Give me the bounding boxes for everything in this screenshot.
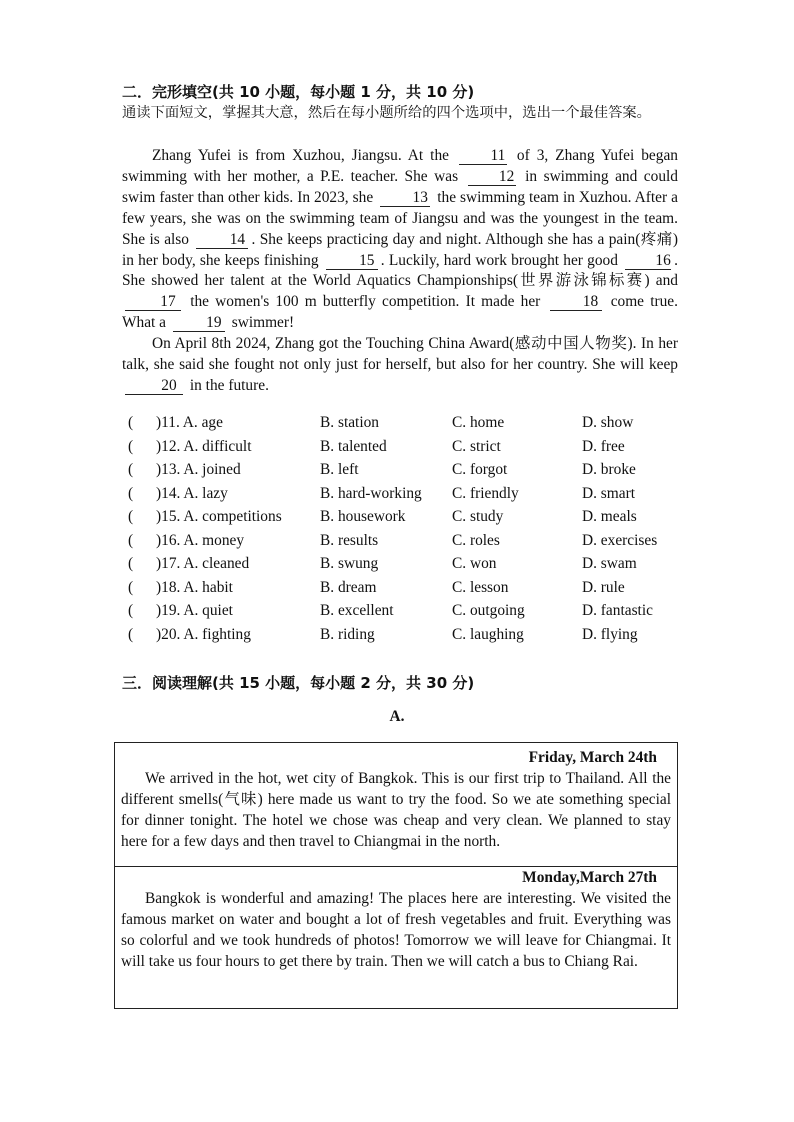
passage-text: Zhang Yufei is from Xuzhou, Jiangsu. At the xyxy=(152,147,449,164)
passage-text: the swimming team in Xuzhou. After a few years, she was on the swimming team of Jiangsu and was the youngest in the team. She is also xyxy=(122,188,678,248)
cloze-paragraph-1 xyxy=(122,146,678,334)
option-c[interactable]: C. friendly xyxy=(452,484,519,502)
blank-20: 20 xyxy=(125,378,183,395)
passage-text: swimmer! xyxy=(231,314,295,332)
option-c[interactable]: C. home xyxy=(452,414,505,431)
option-a[interactable]: )16. A. money xyxy=(156,531,245,549)
answer-paren[interactable]: ( xyxy=(128,484,134,502)
cloze-section-heading: 二．完形填空(共 10 小题，每小题 1 分，共 10 分) xyxy=(122,83,475,101)
option-d[interactable]: D. meals xyxy=(582,508,637,525)
answer-paren[interactable]: ( xyxy=(128,414,134,431)
question-row-12 xyxy=(122,438,682,460)
blank-12: 12 xyxy=(468,169,516,186)
blank-13: 13 xyxy=(380,190,430,207)
entry-text: Bangkok is wonderful and amazing! The places here are interesting. We visited the famous market on water and bought a lot of fresh vegetables and fruit. Everything was so colorful and we took hundreds of photos! Tomorrow we will leave for Chiangmai. It will take us four hours to get there by train. Then we will catch a bus to Chiang Rai. xyxy=(121,890,671,970)
option-a[interactable]: )19. A. quiet xyxy=(156,602,233,619)
option-b[interactable]: B. dream xyxy=(320,578,377,596)
blank-18: 18 xyxy=(550,294,602,311)
option-c[interactable]: C. outgoing xyxy=(452,602,525,619)
question-row-18 xyxy=(122,579,682,601)
question-row-16 xyxy=(122,532,682,554)
option-d[interactable]: D. free xyxy=(582,437,625,455)
reading-section-heading: 三．阅读理解(共 15 小题，每小题 2 分，共 30 分) xyxy=(122,674,475,692)
blank-14: 14 xyxy=(196,232,248,249)
cloze-paragraph-2 xyxy=(122,334,678,397)
passage-text: the women's 100 m butterfly competition. It made her xyxy=(190,293,541,311)
part-a-label: A. xyxy=(389,708,405,725)
option-b[interactable]: B. riding xyxy=(320,625,375,643)
passage-text: in the future. xyxy=(189,376,269,394)
option-d[interactable]: D. fantastic xyxy=(582,602,653,619)
option-c[interactable]: C. roles xyxy=(452,531,500,549)
option-c[interactable]: C. lesson xyxy=(452,578,509,596)
option-b[interactable]: B. talented xyxy=(320,437,387,455)
passage-text: . She keeps practicing day and night. Although she has a pain(疼痛) in her body, she keeps finishing xyxy=(122,230,678,269)
passage-text: in swimming and could swim faster than other kids. In 2023, she xyxy=(122,167,678,206)
answer-paren[interactable]: ( xyxy=(128,531,134,549)
question-row-15 xyxy=(122,508,682,530)
answer-paren[interactable]: ( xyxy=(128,602,134,619)
option-d[interactable]: D. smart xyxy=(582,484,636,502)
option-a[interactable]: )12. A. difficult xyxy=(156,437,252,455)
option-b[interactable]: B. excellent xyxy=(320,602,394,619)
option-c[interactable]: C. won xyxy=(452,555,497,572)
option-b[interactable]: B. hard-working xyxy=(320,484,422,502)
blank-11: 11 xyxy=(459,148,507,165)
cloze-passage xyxy=(122,146,678,397)
option-a[interactable]: )20. A. fighting xyxy=(156,625,251,643)
answer-paren[interactable]: ( xyxy=(128,578,134,596)
question-row-20 xyxy=(122,626,682,648)
option-d[interactable]: D. flying xyxy=(582,625,638,643)
blank-15: 15 xyxy=(326,253,378,270)
option-a[interactable]: )15. A. competitions xyxy=(156,508,282,525)
option-c[interactable]: C. forgot xyxy=(452,461,508,478)
option-a[interactable]: )18. A. habit xyxy=(156,578,233,596)
passage-text: . Luckily, hard work brought her good xyxy=(380,251,618,269)
diary-entry xyxy=(115,867,677,972)
answer-paren[interactable]: ( xyxy=(128,437,134,455)
diary-box xyxy=(114,742,678,1009)
entry-text: We arrived in the hot, wet city of Bangkok. This is our first trip to Thailand. All the different smells(气味) here made us want to try the food. So we ate something special for dinner tonight. The hotel we chose was cheap and very clean. We planned to stay here for a few days and then travel to Chiangmai in the north. xyxy=(121,770,671,850)
question-row-11 xyxy=(122,414,682,436)
question-row-13 xyxy=(122,461,682,483)
entry-date: Monday,March 27th xyxy=(522,869,657,886)
option-a[interactable]: )14. A. lazy xyxy=(156,484,228,502)
question-row-14 xyxy=(122,485,682,507)
option-a[interactable]: )17. A. cleaned xyxy=(156,555,250,572)
option-d[interactable]: D. exercises xyxy=(582,531,658,549)
option-c[interactable]: C. strict xyxy=(452,437,501,455)
passage-text: come true. What a xyxy=(122,293,678,332)
option-d[interactable]: D. swam xyxy=(582,555,637,572)
option-a[interactable]: )13. A. joined xyxy=(156,461,241,478)
blank-17: 17 xyxy=(125,294,181,311)
entry-date: Friday, March 24th xyxy=(528,749,657,766)
question-row-17 xyxy=(122,555,682,577)
answer-paren[interactable]: ( xyxy=(128,625,134,643)
cloze-instruction: 通读下面短文，掌握其大意，然后在每小题所给的四个选项中，选出一个最佳答案。 xyxy=(122,105,651,121)
passage-text: of 3, Zhang Yufei began swimming with her mother, a P.E. teacher. She was xyxy=(122,147,678,185)
option-b[interactable]: B. results xyxy=(320,531,379,549)
blank-16: 16 xyxy=(625,253,671,270)
passage-text: . She showed her talent at the World Aquatics Championships(世界游泳锦标赛) and xyxy=(122,251,678,290)
option-d[interactable]: D. show xyxy=(582,414,634,431)
option-b[interactable]: B. station xyxy=(320,414,379,431)
answer-paren[interactable]: ( xyxy=(128,508,134,525)
option-a[interactable]: )11. A. age xyxy=(156,414,223,431)
option-b[interactable]: B. left xyxy=(320,461,359,478)
option-b[interactable]: B. swung xyxy=(320,555,379,572)
option-c[interactable]: C. study xyxy=(452,508,504,525)
question-row-19 xyxy=(122,602,682,624)
option-d[interactable]: D. broke xyxy=(582,461,636,478)
option-c[interactable]: C. laughing xyxy=(452,625,524,643)
option-d[interactable]: D. rule xyxy=(582,578,625,596)
answer-paren[interactable]: ( xyxy=(128,555,134,572)
answer-paren[interactable]: ( xyxy=(128,461,134,478)
passage-text: On April 8th 2024, Zhang got the Touching China Award(感动中国人物奖). In her talk, she said she fought not only just for herself, but also for her country. She will keep xyxy=(122,335,678,374)
diary-entry xyxy=(115,747,677,867)
option-b[interactable]: B. housework xyxy=(320,508,406,525)
blank-19: 19 xyxy=(173,315,225,332)
